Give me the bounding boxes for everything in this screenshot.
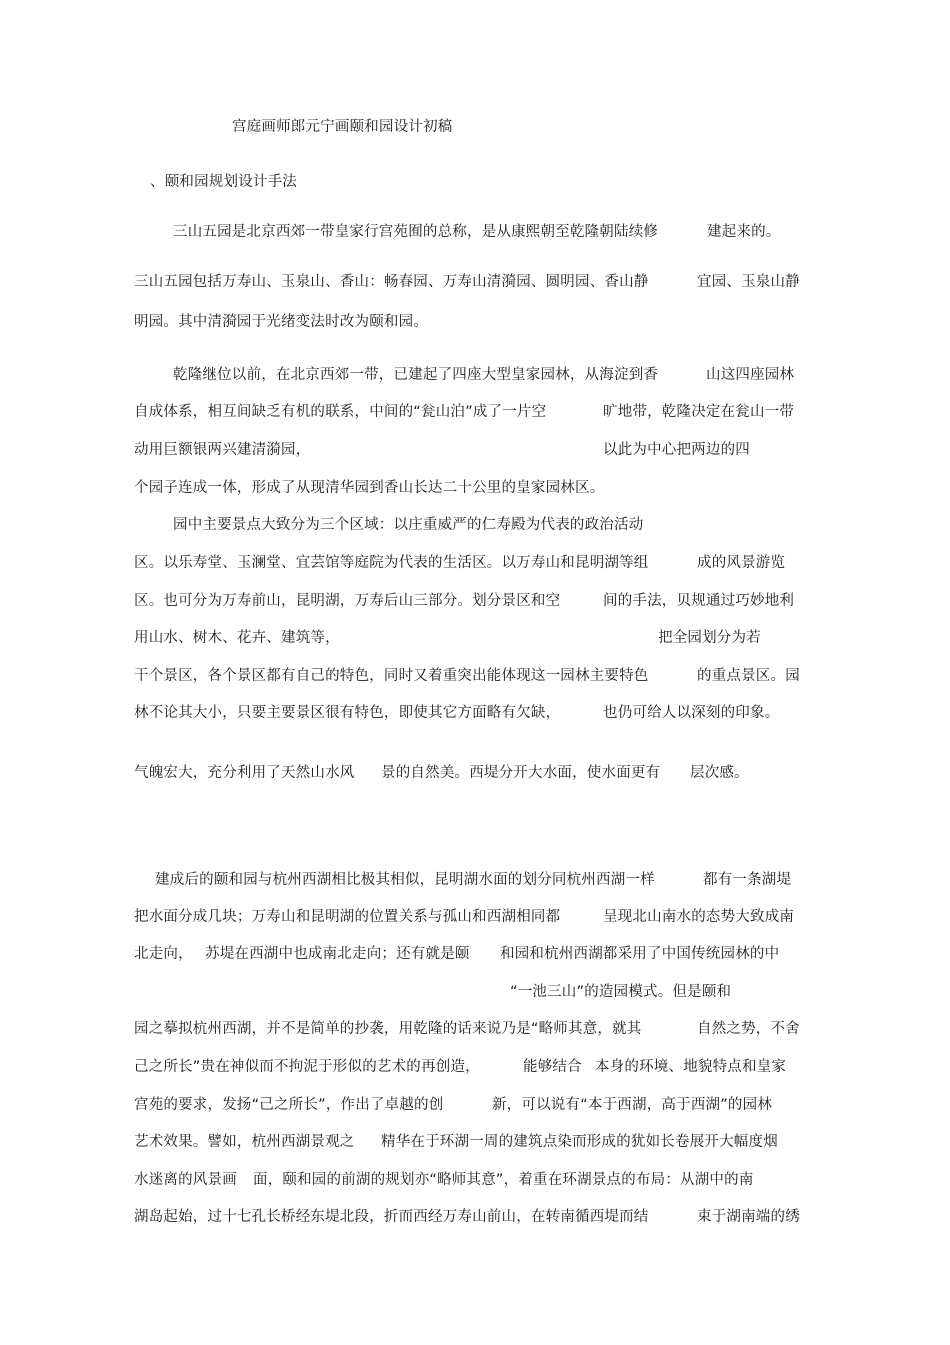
text-line: 束于湖南端的绣: [697, 1209, 800, 1225]
text-line: 湖岛起始，过十七孔长桥经东堤北段，折而西经万寿山前山，在转南循西堤而结: [134, 1209, 649, 1225]
text-line: 宜园、玉泉山静: [697, 274, 800, 290]
text-line: 本身的环境、地貌特点和皇家: [595, 1059, 787, 1075]
text-line: 以此为中心把两边的四: [603, 442, 750, 458]
section-heading: 、颐和园规划设计手法: [150, 174, 297, 190]
text-line: 三山五园包括万寿山、玉泉山、香山：畅春园、万寿山清漪园、圆明园、香山静: [134, 274, 649, 290]
text-line: 明园。其中清漪园于光绪变法时改为颐和园。: [134, 314, 428, 330]
text-line: 动用巨额银两兴建清漪园，: [134, 442, 311, 458]
text-line: 乾隆继位以前，在北京西郊一带，已建起了四座大型皇家园林，从海淀到香: [173, 367, 659, 383]
text-line: 间的手法，贝规通过巧妙地利: [603, 593, 795, 609]
text-line: 和园和杭州西湖都采用了中国传统园林的中: [500, 946, 780, 962]
text-line: 气魄宏大，充分利用了天然山水风: [134, 765, 355, 781]
text-line: 用山水、树木、花卉、建筑等，: [134, 630, 340, 646]
text-line: 的重点景区。园: [697, 668, 800, 684]
text-line: 把水面分成几块；万寿山和昆明湖的位置关系与孤山和西湖相同都: [134, 909, 561, 925]
text-line: 山这四座园林: [706, 367, 795, 383]
text-line: 精华在于环湖一周的建筑点染而形成的犹如长卷展开大幅度烟: [381, 1134, 778, 1150]
text-line: 也仍可给人以深刻的印象。: [603, 705, 780, 721]
text-line: 建起来的。: [707, 224, 781, 240]
text-line: 面，颐和园的前湖的规划亦“略师其意”，着重在环湖景点的布局：从湖中的南: [253, 1172, 754, 1188]
text-line: 旷地带，乾隆决定在瓮山一带: [603, 404, 795, 420]
text-line: 宫苑的要求，发扬“己之所长”，作出了卓越的创: [134, 1097, 444, 1113]
text-line: 区。以乐寿堂、玉澜堂、宜芸馆等庭院为代表的生活区。以万寿山和昆明湖等组: [134, 555, 649, 571]
text-line: 区。也可分为万寿前山，昆明湖，万寿后山三部分。划分景区和空: [134, 593, 561, 609]
text-line: 个园子连成一体，形成了从现清华园到香山长达二十公里的皇家园林区。: [134, 480, 605, 496]
text-line: 干个景区，各个景区都有自己的特色，同时又着重突出能体现这一园林主要特色: [134, 668, 649, 684]
text-line: 园之摹拟杭州西湖，并不是简单的抄袭，用乾隆的话来说乃是“略师其意，就其: [134, 1021, 642, 1037]
text-line: 园中主要景点大致分为三个区域：以庄重威严的仁寿殿为代表的政治活动: [173, 517, 644, 533]
text-line: 景的自然美。西堤分开大水面，使水面更有: [381, 765, 661, 781]
text-line: “一池三山”的造园模式。但是颐和: [510, 984, 732, 1000]
text-line: 呈现北山南水的态势大致成南: [603, 909, 795, 925]
text-line: 苏堤在西湖中也成南北走向；还有就是颐: [205, 946, 470, 962]
text-line: 自成体系，相互间缺乏有机的联系，中间的“瓮山泊”成了一片空: [134, 404, 547, 420]
text-line: 新，可以说有“本于西湖，高于西湖”的园林: [492, 1097, 773, 1113]
text-line: 三山五园是北京西郊一带皇家行宫苑囿的总称，是从康熙朝至乾隆朝陆续修: [173, 224, 659, 240]
text-line: 把全园划分为若: [658, 630, 761, 646]
text-line: 北走向，: [134, 946, 193, 962]
text-line: 层次感。: [690, 765, 749, 781]
text-line: 林不论其大小，只要主要景区很有特色，即使其它方面略有欠缺，: [134, 705, 561, 721]
text-line: 能够结合: [523, 1059, 582, 1075]
text-line: 自然之势，不舍: [697, 1021, 800, 1037]
text-line: 都有一条湖堤: [703, 872, 792, 888]
text-line: 艺术效果。譬如，杭州西湖景观之: [134, 1134, 355, 1150]
text-line: 水迷离的风景画: [134, 1172, 237, 1188]
document-title: 宫庭画师郎元宁画颐和园设计初稿: [232, 119, 453, 135]
text-line: 成的风景游览: [697, 555, 786, 571]
text-line: 己之所长”贵在神似而不拘泥于形似的艺术的再创造，: [134, 1059, 480, 1075]
text-line: 建成后的颐和园与杭州西湖相比极其相似，昆明湖水面的划分同杭州西湖一样: [155, 872, 655, 888]
